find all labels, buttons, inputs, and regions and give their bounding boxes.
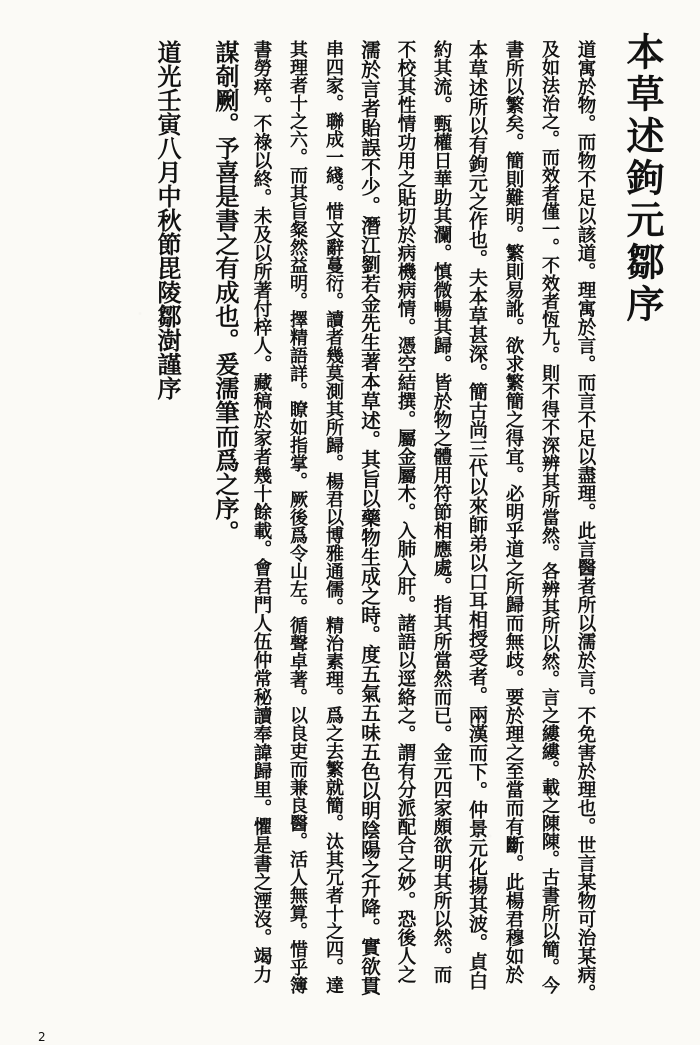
preface-title: 本草述鉤元鄒序: [620, 32, 665, 326]
text-column-7: 濡於言者貽誤不少。潛江劉若金先生著本草述。其旨以藥物生成之時。度五氣五味五色以明陰陽之升降。實欲貫: [358, 40, 381, 996]
text-column-9: 其理者十之六。而其旨粲然益明。擇精語詳。瞭如指掌。厥後爲令山左。循聲卓著。以良吏而兼良醫。活人無算。惜乎簿: [287, 40, 308, 994]
text-column-6: 不校其性情功用之貼切於病機病情。憑空結撰。屬金屬木。入肺入肝。諸語以逕絡之。謂有分派配合之妙。恐後人之: [395, 40, 416, 984]
text-column-4: 本草述所以有鉤元之作也。夫本草甚深。簡古尚三代以來師弟以口耳相授受者。兩漢而下。仲景元化揚其波。貞白: [466, 40, 488, 990]
text-column-8: 串四家。聯成一綫。惜文辭蔓衍。讀者幾莫測其所歸。楊君以博雅通儒。精治素理。爲之去繁就簡。汰其冗者十之四。達: [323, 40, 344, 994]
text-column-3: 書所以繁矣。簡則難明。繁則易訛。欲求繁簡之得宜。必明乎道之所歸而無歧。要於理之至當而有斷。此楊君穆如於: [503, 40, 524, 984]
text-column-2: 及如法治之。而效者僅一。不效者恆九。則不得不深辨其所當然。各辨其所以然。言之縷縷。載之陳陳。古書所以簡。今: [539, 40, 560, 994]
page-number: 2: [38, 1030, 46, 1044]
signature-column: 道光壬寅八月中秋節毘陵鄒澍謹序: [153, 40, 182, 400]
text-column-10: 書勞瘁。不祿以終。未及以所著付梓人。藏稿於家者幾十餘載。會君門人伍仲常秘讀奉諱歸里。懼是書之湮沒。竭力: [251, 40, 272, 984]
text-column-5: 約其流。甄權日華助其瀾。慎微暢其歸。皆於物之體用符節相應處。指其所當然而已。金元四家頗欲明其所以然。而: [431, 40, 452, 984]
text-column-11: 謀剞劂。予喜是書之有成也。爰濡筆而爲之序。: [211, 40, 240, 544]
text-column-1: 道寓於物。而物不足以該道。理寓於言。而言不足以盡理。此言醫者所以濡於言。不免害於理也。世言某物可治某病。: [575, 40, 596, 1002]
